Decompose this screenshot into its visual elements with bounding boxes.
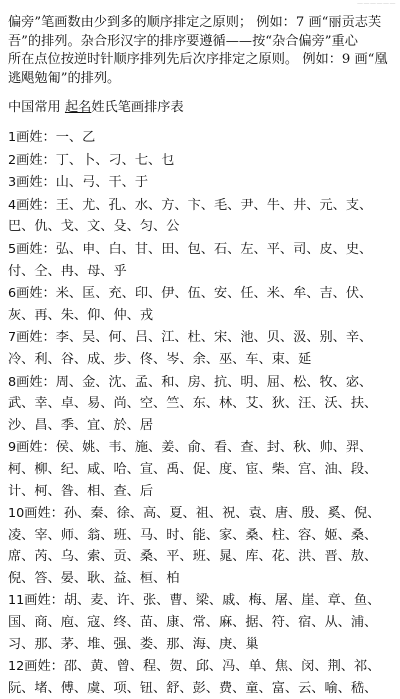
- stroke-count: 3: [8, 175, 17, 191]
- table-title: [8, 99, 184, 117]
- stroke-row-3: [8, 171, 394, 194]
- surname-list: 王、尤、孔、水、方、卞、毛、尹、牛、井、元、支、巴、仇、戈、文、殳、匀、公: [8, 197, 373, 235]
- stroke-row-11: [8, 589, 394, 655]
- stroke-row-6: [8, 282, 394, 326]
- intro-line: 偏旁”笔画数由少到多的顺序排定之原则； 例如：7 画“丽贡志芙: [8, 15, 382, 30]
- stroke-label: 画姓：: [16, 329, 56, 345]
- intro-paragraph: [8, 14, 394, 88]
- surname-list: 胡、麦、许、张、曹、梁、戚、梅、屠、崖、章、鱼、国、商、庖、寇、终、苗、康、常、麻、据、符、宿、从、浦、习、那、茅、堆、强、娄、那、海、庚、巢: [8, 593, 381, 652]
- surname-list: 山、弓、干、于: [55, 175, 149, 191]
- stroke-row-2: [8, 149, 394, 172]
- stroke-row-8: [8, 371, 394, 437]
- surname-list: 周、金、沈、孟、和、房、抗、明、屈、松、牧、宓、武、幸、卓、易、尚、空、竺、东、林、艾、狄、汪、沃、扶、沙、昌、季、宜、於、居: [8, 374, 378, 433]
- stroke-row-1: [8, 126, 394, 149]
- stroke-label: 画姓：: [16, 151, 56, 167]
- stroke-label: 画姓：: [24, 505, 64, 521]
- stroke-label: 画姓：: [24, 592, 64, 608]
- stroke-count: 9: [8, 440, 17, 456]
- intro-line: 逃飓勉匍”的排列。: [8, 70, 121, 86]
- surname-list: 侯、姚、韦、施、姜、俞、看、查、封、秋、帅、羿、柯、柳、纪、咸、哈、宣、禹、促、度、宦、柴、宫、油、段、计、柯、昝、相、查、后: [8, 440, 378, 499]
- surname-list: 弘、申、白、甘、田、包、石、左、平、司、皮、史、付、仝、冉、母、乎: [8, 241, 373, 279]
- surname-list: 邵、黄、曾、程、贺、邱、冯、单、焦、闵、荆、祁、阮、堵、傅、虞、项、钮、舒、彭、费、童、富、云、喻、嵇、: [8, 659, 381, 696]
- stroke-label: 画姓：: [16, 174, 56, 190]
- stroke-row-4: [8, 194, 394, 238]
- table-title-underlined-link[interactable]: 起名: [64, 100, 92, 115]
- stroke-row-5: [8, 238, 394, 282]
- stroke-label: 画姓：: [24, 658, 64, 674]
- stroke-label: 画姓：: [16, 285, 56, 301]
- stroke-label: 画姓：: [16, 240, 56, 256]
- stroke-count: 11: [8, 593, 25, 609]
- surname-list: 李、吴、何、吕、江、杜、宋、池、贝、汲、别、辛、冷、利、谷、成、步、佟、岑、余、巫、车、束、延: [8, 330, 373, 367]
- stroke-list: [8, 126, 394, 699]
- stroke-label: 画姓：: [16, 439, 56, 455]
- table-title-suffix: 姓氏笔画排序表: [91, 100, 184, 115]
- stroke-count: 2: [8, 152, 17, 168]
- surname-list: 丁、卜、刁、七、乜: [55, 152, 175, 168]
- stroke-label: 画姓：: [16, 129, 56, 144]
- stroke-count: 5: [8, 241, 17, 257]
- stroke-count: 4: [8, 197, 17, 213]
- surname-list: 一、乙: [55, 130, 96, 145]
- surname-list: 孙、秦、徐、高、夏、祖、祝、袁、唐、殷、奚、倪、凌、宰、师、翁、班、马、时、能、家、桑、柱、容、姬、桑、席、芮、乌、索、贡、桑、平、班、晁、库、花、洪、晋、敖、倪、答、晏、耿、益、桓、柏: [8, 506, 381, 586]
- surname-list: 米、匡、充、印、伊、伍、安、任、米、牟、吉、伏、灰、再、朱、仰、仲、戎: [8, 286, 373, 323]
- stroke-row-7: [8, 326, 394, 370]
- stroke-row-12: [8, 655, 394, 699]
- stroke-row-9: [8, 436, 394, 502]
- stroke-count: 8: [8, 374, 17, 390]
- intro-line: 吾”的排列。杂合形汉字的排序要遵循——按“杂合偏旁”重心: [8, 33, 358, 49]
- intro-line: 所在点位按逆时针顺序排列先后次序排定之原则。 例如：9 画“凰: [8, 52, 388, 67]
- stroke-count: 1: [8, 130, 17, 145]
- stroke-row-10: [8, 502, 394, 589]
- stroke-label: 画姓：: [16, 373, 56, 389]
- stroke-count: 6: [8, 286, 17, 302]
- stroke-label: 画姓：: [16, 196, 56, 212]
- stroke-count: 10: [8, 506, 25, 522]
- corner-mark: ——————: [357, 0, 396, 7]
- table-title-prefix: 中国常用: [8, 100, 65, 115]
- stroke-count: 12: [8, 659, 25, 675]
- stroke-count: 7: [8, 330, 17, 346]
